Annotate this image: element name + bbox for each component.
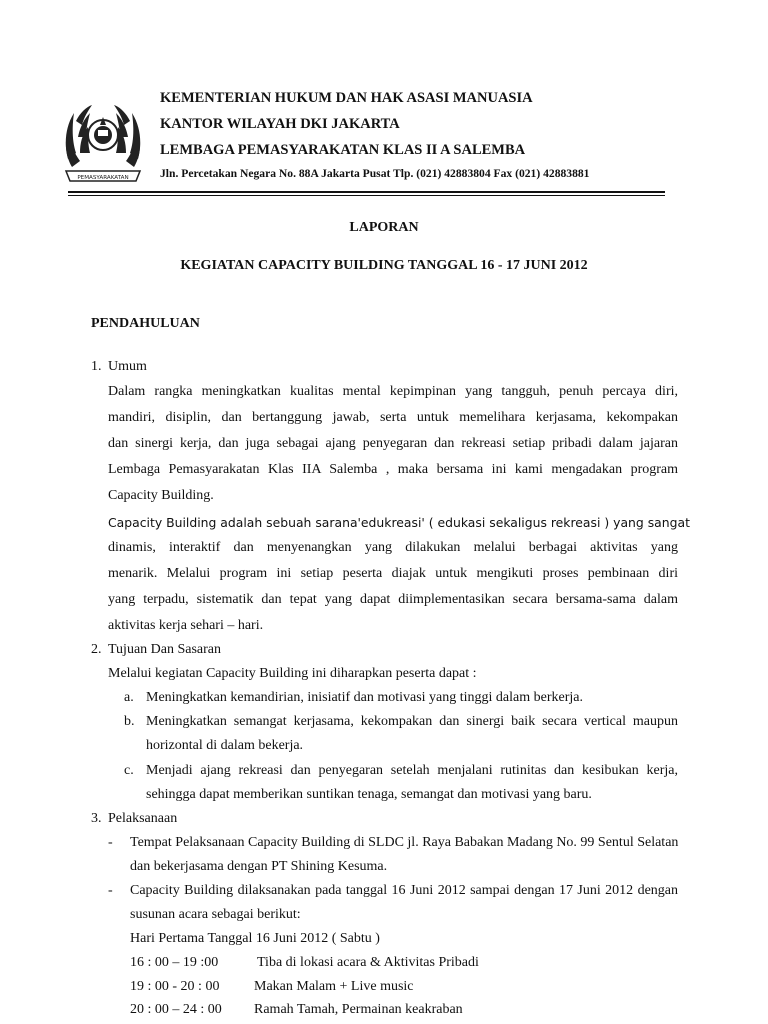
address-line: Jln. Percetakan Negara No. 88A Jakarta Pusat Tlp. (021) 42883804 Fax (021) 42883881: [160, 167, 590, 180]
section-title: Tujuan Dan Sasaran: [108, 642, 222, 657]
list-item: Capacity Building dilaksanakan pada tanggal 16 Juni 2012 sampai dengan 17 Juni 2012 dengan: [130, 883, 678, 898]
paragraph-line: Capacity Building.: [108, 488, 214, 503]
list-item-continuation: dan bekerjasama dengan PT Shining Kesuma.: [130, 859, 388, 874]
ministry-name: KEMENTERIAN HUKUM DAN HAK ASASI MANUASIA: [160, 90, 533, 106]
list-marker: c.: [124, 763, 134, 778]
list-item: Tempat Pelaksanaan Capacity Building di SLDC jl. Raya Babakan Madang No. 99 Sentul Selatan: [130, 835, 679, 850]
paragraph-line: Dalam rangka meningkatkan kualitas mental kepimpinan yang tangguh, penuh percaya diri,: [108, 384, 678, 399]
letterhead-rule-thin: [68, 195, 665, 196]
list-marker: a.: [124, 690, 134, 705]
pemasyarakatan-emblem-icon: [62, 97, 144, 187]
list-item: Meningkatkan semangat kerjasama, kekompakan dan sinergi baik secara vertical maupun: [146, 714, 678, 729]
section-number: 2.: [91, 642, 102, 657]
list-marker: -: [108, 835, 113, 850]
schedule-time: 19 : 00 - 20 : 00: [130, 979, 220, 994]
paragraph-line: yang terpadu, sistematik dan tepat yang dapat diimplementasikan secara bersama-sama dalam: [108, 592, 678, 607]
schedule-time: 20 : 00 – 24 : 00: [130, 1002, 222, 1017]
paragraph-line: menarik. Melalui program ini setiap peserta diajak untuk mengikuti proses pembinaan diri: [108, 566, 678, 581]
schedule-time: 16 : 00 – 19 :00: [130, 955, 219, 970]
paragraph-line: Lembaga Pemasyarakatan Klas IIA Salemba , maka bersama ini kami mengadakan program: [108, 462, 678, 477]
section-title: Umum: [108, 359, 147, 374]
list-marker: b.: [124, 714, 135, 729]
list-item-continuation: susunan acara sebagai berikut:: [130, 907, 301, 922]
schedule-activity: Ramah Tamah, Permainan keakraban: [254, 1002, 463, 1017]
list-item-continuation: sehingga dapat memberikan suntikan tenaga, semangat dan motivasi yang baru.: [146, 787, 592, 802]
document-subtitle: KEGIATAN CAPACITY BUILDING TANGGAL 16 - 17 JUNI 2012: [180, 258, 588, 273]
institution-name: LEMBAGA PEMASYARAKATAN KLAS II A SALEMBA: [160, 142, 526, 158]
list-item: Meningkatkan kemandirian, inisiatif dan motivasi yang tinggi dalam berkerja.: [146, 690, 583, 705]
schedule-activity: Makan Malam + Live music: [254, 979, 414, 994]
paragraph-line: aktivitas kerja sehari – hari.: [108, 618, 264, 633]
list-item-continuation: horizontal di dalam bekerja.: [146, 738, 304, 753]
paragraph-line: mandiri, disiplin, dan bertanggung jawab, serta untuk memelihara kerjasama, kekompakan: [108, 410, 678, 425]
paragraph-line: Capacity Building adalah sebuah sarana'edukreasi' ( edukasi sekaligus rekreasi ) yang sangat: [108, 515, 690, 530]
letterhead-rule-thick: [68, 191, 665, 193]
document-title: LAPORAN: [349, 220, 419, 235]
list-marker: -: [108, 883, 113, 898]
paragraph-line: dinamis, interaktif dan menyenangkan yang dilakukan melalui berbagai aktivitas yang: [108, 540, 678, 555]
section-heading: PENDAHULUAN: [91, 316, 200, 331]
section-number: 1.: [91, 359, 102, 374]
regional-office-name: KANTOR WILAYAH DKI JAKARTA: [160, 116, 400, 132]
section-intro: Melalui kegiatan Capacity Building ini diharapkan peserta dapat :: [108, 666, 477, 681]
schedule-day-heading: Hari Pertama Tanggal 16 Juni 2012 ( Sabtu ): [130, 931, 380, 946]
paragraph-line: dan sinergi kerja, dan juga sebagai ajang penyegaran dan rekreasi setiap pribadi dalam jajaran: [108, 436, 678, 451]
section-title: Pelaksanaan: [108, 811, 178, 826]
svg-text:PEMASYARAKATAN: PEMASYARAKATAN: [77, 175, 129, 181]
schedule-activity: Tiba di lokasi acara & Aktivitas Pribadi: [257, 955, 479, 970]
section-number: 3.: [91, 811, 102, 826]
list-item: Menjadi ajang rekreasi dan penyegaran setelah menjalani rutinitas dan kesibukan kerja,: [146, 763, 678, 778]
